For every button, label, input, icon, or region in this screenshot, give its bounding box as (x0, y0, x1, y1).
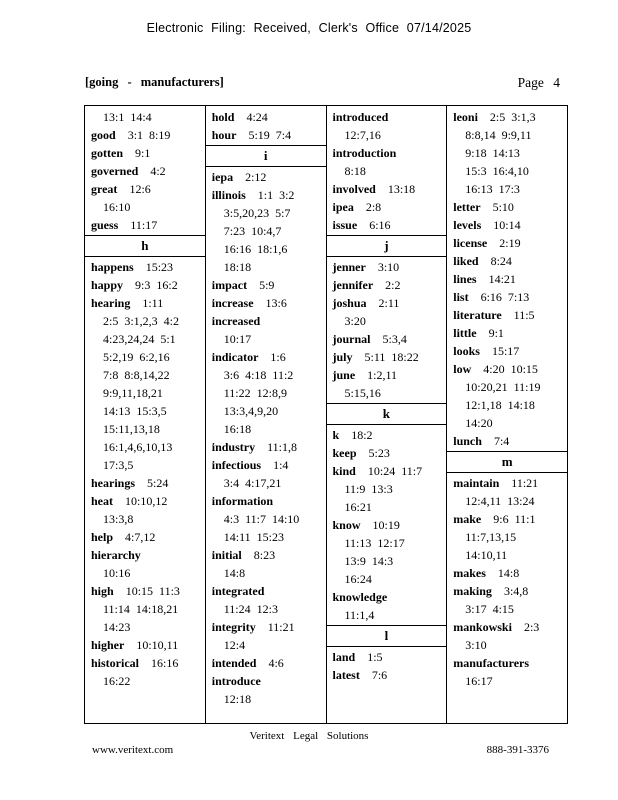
index-word: liked (453, 254, 479, 268)
index-refs: 2:11 (366, 296, 400, 310)
index-word: letter (453, 200, 481, 214)
index-refs: 13:18 (375, 182, 416, 196)
index-entry (85, 144, 205, 162)
index-entry (327, 426, 447, 444)
index-word: levels (453, 218, 482, 232)
index-refs: 10:24 11:7 (355, 464, 423, 478)
index-refs: 4:20 10:15 (471, 362, 538, 376)
index-refs-continued: 13:3,4,9,20 (223, 404, 279, 418)
index-refs: 10:10,12 (113, 494, 168, 508)
index-entry (447, 360, 567, 378)
word-index-grid (84, 105, 568, 724)
index-word: hour (211, 128, 237, 142)
index-refs-continued: 12:4 (223, 638, 246, 652)
index-refs-continued: 16:17 (465, 674, 493, 688)
index-entry (447, 432, 567, 450)
index-refs-continued: 11:24 12:3 (223, 602, 278, 616)
index-refs-continued: 3:17 4:15 (465, 602, 514, 616)
index-refs: 8:24 (478, 254, 512, 268)
index-refs: 15:17 (479, 344, 520, 358)
index-refs-continued: 11:1,4 (344, 608, 375, 622)
index-refs: 10:15 11:3 (113, 584, 180, 598)
index-refs-continued: 14:8 (223, 566, 246, 580)
index-entry (327, 294, 447, 312)
index-word: jenner (332, 260, 366, 274)
index-refs-continued: 12:1,18 14:18 (465, 398, 535, 412)
index-entry (447, 288, 567, 306)
index-word: jennifer (332, 278, 374, 292)
index-refs: 5:10 (480, 200, 514, 214)
index-entry (327, 366, 447, 384)
filing-stamp: Electronic Filing: Received, Clerk's Office 07/14/2025 (146, 21, 472, 35)
index-refs-continued: 11:22 12:8,9 (223, 386, 287, 400)
index-refs: 1:1 3:2 (245, 188, 295, 202)
index-entry (447, 108, 567, 126)
index-refs: 13:6 (253, 296, 287, 310)
index-word: infectious (211, 458, 262, 472)
index-word: hold (211, 110, 235, 124)
index-entry (447, 654, 567, 672)
index-refs: 14:21 (476, 272, 516, 286)
index-word: lines (453, 272, 477, 286)
index-word: maintain (453, 476, 500, 490)
index-word: help (91, 530, 114, 544)
index-word: hearing (91, 296, 131, 310)
index-word: happens (91, 260, 134, 274)
index-word: hearings (91, 476, 136, 490)
index-word: lunch (453, 434, 482, 448)
index-entry (327, 348, 447, 366)
index-refs: 9:3 16:2 (123, 278, 178, 292)
index-word: literature (453, 308, 502, 322)
index-word: high (91, 584, 114, 598)
index-refs-continued: 17:3,5 (103, 458, 134, 472)
index-word: gotten (91, 146, 123, 160)
index-entry (327, 108, 447, 126)
index-entry (327, 198, 447, 216)
index-entry (85, 180, 205, 198)
index-word: good (91, 128, 116, 142)
index-entry (206, 312, 326, 330)
index-word: leoni (453, 110, 478, 124)
index-entry (85, 474, 205, 492)
section-letter: m (447, 451, 567, 473)
index-entry (206, 546, 326, 564)
index-refs-continued: 13:9 14:3 (344, 554, 394, 568)
index-refs-continued: 16:16 18:1,6 (223, 242, 288, 256)
index-word: indicator (211, 350, 259, 364)
index-entry (206, 618, 326, 636)
index-refs: 11:21 (255, 620, 295, 634)
index-entry (447, 510, 567, 528)
index-refs-continued: 11:13 12:17 (344, 536, 405, 550)
index-refs-continued: 3:4 4:17,21 (223, 476, 282, 490)
index-refs-continued: 3:10 (465, 638, 487, 652)
section-letter: k (327, 403, 447, 425)
column-entries (327, 106, 447, 684)
index-word: k (332, 428, 340, 442)
index-word: journal (332, 332, 371, 346)
index-column-3 (327, 106, 448, 723)
index-entry (85, 216, 205, 234)
index-entry (85, 258, 205, 276)
index-refs-continued: 3:5,20,23 5:7 (223, 206, 291, 220)
section-letter: l (327, 625, 447, 647)
index-refs-continued: 3:20 (344, 314, 366, 328)
index-entry (447, 324, 567, 342)
index-refs: 9:1 (476, 326, 504, 340)
index-refs: 3:10 (365, 260, 400, 274)
index-refs: 1:2,11 (355, 368, 398, 382)
index-refs: 1:5 (355, 650, 383, 664)
footer-website: www.veritext.com (92, 744, 174, 756)
index-word: june (332, 368, 356, 382)
index-refs: 4:24 (234, 110, 268, 124)
index-entry (206, 276, 326, 294)
index-entry (327, 462, 447, 480)
index-word: guess (91, 218, 119, 232)
index-refs: 2:19 (487, 236, 521, 250)
index-refs-continued: 11:14 14:18,21 (103, 602, 179, 616)
index-refs-continued: 15:3 16:4,10 (465, 164, 529, 178)
index-entry (327, 666, 447, 684)
index-word: know (332, 518, 361, 532)
index-entry (447, 252, 567, 270)
index-entry (206, 672, 326, 690)
index-entry (206, 108, 326, 126)
index-refs-continued: 16:1,4,6,10,13 (103, 440, 173, 454)
index-refs: 7:6 (359, 668, 388, 682)
index-entry (206, 582, 326, 600)
index-entry (85, 294, 205, 312)
index-word: impact (211, 278, 248, 292)
index-refs-continued: 8:18 (344, 164, 366, 178)
index-entry (85, 582, 205, 600)
index-entry (327, 516, 447, 534)
index-refs: 14:8 (485, 566, 520, 580)
index-refs: 5:23 (356, 446, 390, 460)
column-entries (447, 106, 567, 690)
index-word: low (453, 362, 472, 376)
index-refs-continued: 7:23 10:4,7 (223, 224, 282, 238)
index-word: looks (453, 344, 480, 358)
index-word: little (453, 326, 477, 340)
index-entry (85, 528, 205, 546)
index-word: intended (211, 656, 257, 670)
index-entry (206, 126, 326, 144)
section-letter: j (327, 235, 447, 257)
index-refs-continued: 10:17 (223, 332, 252, 346)
index-entry (447, 618, 567, 636)
index-refs-continued: 4:3 11:7 14:10 (223, 512, 300, 526)
index-refs-continued: 14:23 (103, 620, 131, 634)
index-refs-continued: 16:24 (344, 572, 372, 586)
index-refs: 4:6 (256, 656, 284, 670)
index-word: latest (332, 668, 360, 682)
index-word: increase (211, 296, 254, 310)
index-entry (206, 168, 326, 186)
index-refs: 2:12 (233, 170, 267, 184)
index-refs: 2:8 (353, 200, 382, 214)
index-refs: 11:1,8 (255, 440, 297, 454)
index-entry (327, 258, 447, 276)
index-refs-continued: 5:2,19 6:2,16 (103, 350, 170, 364)
index-column-1 (85, 106, 206, 723)
index-refs: 1:4 (261, 458, 289, 472)
index-refs: 6:16 7:13 (468, 290, 530, 304)
index-entry (327, 330, 447, 348)
index-refs: 9:6 11:1 (481, 512, 536, 526)
index-entry (85, 636, 205, 654)
index-column-4 (447, 106, 567, 723)
index-refs: 3:1 8:19 (115, 128, 171, 142)
index-refs: 11:17 (118, 218, 158, 232)
index-refs-continued: 14:11 15:23 (223, 530, 284, 544)
index-word: ipea (332, 200, 354, 214)
index-refs: 3:4,8 (491, 584, 529, 598)
index-refs-continued: 5:15,16 (344, 386, 381, 400)
index-word: knowledge (332, 590, 388, 604)
index-word: introduction (332, 146, 397, 160)
index-refs: 18:2 (339, 428, 373, 442)
index-word: joshua (332, 296, 367, 310)
section-letter: h (85, 235, 205, 257)
index-word: list (453, 290, 469, 304)
index-word: heat (91, 494, 113, 508)
index-refs: 5:24 (135, 476, 169, 490)
index-refs-continued: 9:18 14:13 (465, 146, 520, 160)
index-refs-continued: 14:13 15:3,5 (103, 404, 167, 418)
index-word: hierarchy (91, 548, 141, 562)
index-word: happy (91, 278, 124, 292)
index-entry (85, 276, 205, 294)
index-refs: 4:2 (138, 164, 166, 178)
index-entry (447, 474, 567, 492)
index-refs: 5:11 18:22 (352, 350, 419, 364)
index-word: kind (332, 464, 356, 478)
index-entry (85, 126, 205, 144)
index-word: introduce (211, 674, 261, 688)
index-refs: 15:23 (133, 260, 174, 274)
index-refs-continued: 13:3,8 (103, 512, 134, 526)
column-entries (85, 106, 205, 690)
index-refs: 16:16 (139, 656, 179, 670)
index-entry (447, 216, 567, 234)
index-entry (206, 438, 326, 456)
index-refs-continued: 14:10,11 (465, 548, 508, 562)
index-refs-continued: 12:7,16 (344, 128, 381, 142)
index-refs-continued: 16:13 17:3 (465, 182, 520, 196)
index-word: issue (332, 218, 358, 232)
index-word: information (211, 494, 274, 508)
index-entry (447, 198, 567, 216)
index-refs: 2:5 3:1,3 (477, 110, 536, 124)
index-refs-continued: 14:20 (465, 416, 493, 430)
index-entry (206, 456, 326, 474)
index-entry (206, 348, 326, 366)
index-refs-continued: 16:18 (223, 422, 252, 436)
index-entry (206, 186, 326, 204)
index-refs: 1:6 (258, 350, 286, 364)
index-word: makes (453, 566, 486, 580)
index-word: make (453, 512, 482, 526)
index-refs: 10:10,11 (124, 638, 179, 652)
section-letter: i (206, 145, 326, 167)
index-range: [going - manufacturers] (85, 75, 224, 89)
index-entry (327, 588, 447, 606)
index-entry (85, 654, 205, 672)
index-column-2 (206, 106, 327, 723)
index-refs: 8:23 (241, 548, 276, 562)
index-refs: 12:6 (117, 182, 151, 196)
column-entries (206, 106, 326, 708)
index-refs-continued: 18:18 (223, 260, 252, 274)
index-word: keep (332, 446, 357, 460)
index-entry (327, 648, 447, 666)
index-refs-continued: 11:9 13:3 (344, 482, 393, 496)
index-entry (447, 234, 567, 252)
index-refs: 1:11 (130, 296, 164, 310)
index-entry (327, 216, 447, 234)
index-word: license (453, 236, 488, 250)
index-entry (447, 582, 567, 600)
index-refs: 2:2 (373, 278, 401, 292)
index-entry (447, 306, 567, 324)
index-word: making (453, 584, 492, 598)
index-refs-continued: 3:6 4:18 11:2 (223, 368, 294, 382)
index-refs: 6:16 (357, 218, 391, 232)
index-refs: 5:9 (247, 278, 275, 292)
index-word: increased (211, 314, 261, 328)
index-refs-continued: 16:21 (344, 500, 372, 514)
index-refs: 5:3,4 (370, 332, 407, 346)
index-refs: 5:19 7:4 (236, 128, 292, 142)
index-entry (447, 564, 567, 582)
index-word: great (91, 182, 118, 196)
index-word: industry (211, 440, 256, 454)
index-entry (327, 276, 447, 294)
index-word: involved (332, 182, 376, 196)
index-entry (447, 270, 567, 288)
index-entry (327, 180, 447, 198)
index-refs-continued: 11:7,13,15 (465, 530, 517, 544)
index-word: july (332, 350, 353, 364)
index-refs: 2:3 (511, 620, 540, 634)
index-refs-continued: 2:5 3:1,2,3 4:2 (103, 314, 180, 328)
index-refs-continued: 10:20,21 11:19 (465, 380, 541, 394)
index-refs-continued: 4:23,24,24 5:1 (103, 332, 176, 346)
index-entry (206, 294, 326, 312)
page-number: Page 4 (517, 75, 560, 90)
index-refs: 10:14 (481, 218, 521, 232)
index-refs-continued: 8:8,14 9:9,11 (465, 128, 532, 142)
footer-company: Veritext Legal Solutions (249, 730, 369, 742)
index-word: mankowski (453, 620, 512, 634)
index-entry (85, 162, 205, 180)
index-word: governed (91, 164, 139, 178)
index-refs-continued: 10:16 (103, 566, 131, 580)
index-refs: 11:21 (499, 476, 539, 490)
index-word: land (332, 650, 356, 664)
index-word: introduced (332, 110, 389, 124)
index-entry (206, 654, 326, 672)
index-word: manufacturers (453, 656, 530, 670)
index-refs-continued: 16:22 (103, 674, 131, 688)
index-refs-continued: 16:10 (103, 200, 131, 214)
index-entry (447, 342, 567, 360)
index-refs-continued: 12:18 (223, 692, 252, 706)
index-refs-continued: 15:11,13,18 (103, 422, 160, 436)
index-refs-continued: 12:4,11 13:24 (465, 494, 535, 508)
index-entry (327, 144, 447, 162)
index-refs-continued: 13:1 14:4 (103, 110, 152, 124)
index-word: initial (211, 548, 242, 562)
footer-phone: 888-391-3376 (486, 744, 549, 756)
index-entry (206, 492, 326, 510)
index-refs: 9:1 (123, 146, 151, 160)
index-word: historical (91, 656, 139, 670)
index-refs: 10:19 (360, 518, 400, 532)
index-word: integrity (211, 620, 256, 634)
index-word: integrated (211, 584, 265, 598)
index-refs: 7:4 (481, 434, 510, 448)
index-entry (85, 492, 205, 510)
index-refs-continued: 7:8 8:8,14,22 (103, 368, 170, 382)
index-refs-continued: 9:9,11,18,21 (103, 386, 163, 400)
index-word: illinois (211, 188, 246, 202)
index-word: higher (91, 638, 125, 652)
index-entry (85, 546, 205, 564)
index-entry (327, 444, 447, 462)
index-refs: 11:5 (501, 308, 535, 322)
index-refs: 4:7,12 (113, 530, 156, 544)
index-word: iepa (211, 170, 234, 184)
